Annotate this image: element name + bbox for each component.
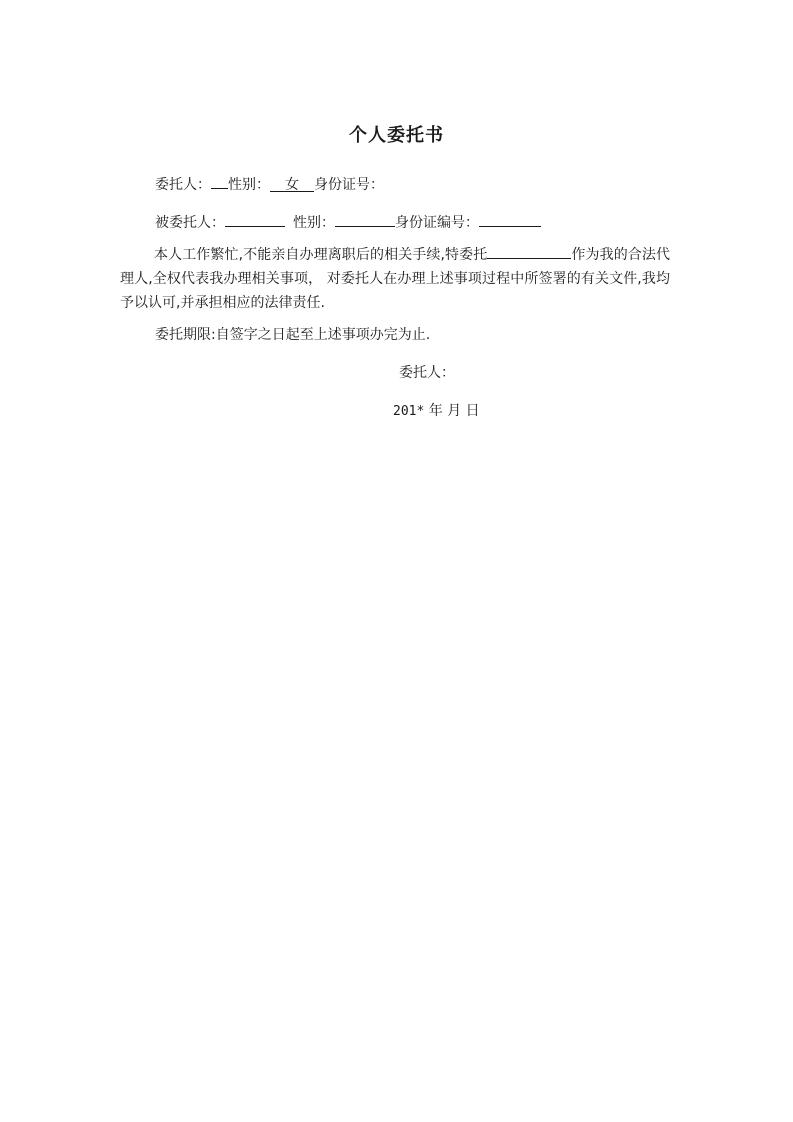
date-year-unit: 年	[428, 403, 443, 419]
gender-label: 性别：	[228, 177, 270, 193]
document-title: 个人委托书	[349, 125, 444, 146]
agent-gender-label: 性别：	[293, 215, 335, 231]
authorization-paragraph	[120, 243, 670, 315]
id-label: 身份证号：	[314, 177, 384, 193]
agent-gender-blank	[335, 210, 395, 227]
date-year: 201*	[393, 404, 425, 419]
agent-id-label: 身份证编号：	[395, 215, 479, 231]
principal-name-blank	[211, 172, 228, 189]
date-month-unit: 月	[447, 403, 462, 419]
signature-label: 委托人：	[399, 365, 455, 381]
principal-line	[155, 172, 384, 195]
date-line	[393, 401, 480, 422]
authorization-text-1: 本人工作繁忙,不能亲自办理离职后的相关手续,特委托	[154, 247, 488, 263]
term-line: 委托期限:自签字之日起至上述事项办完为止.	[155, 327, 431, 343]
agent-label: 被委托人：	[155, 215, 225, 231]
authorization-text-2: 作为我的合法代理人,全权代表我办理相关事项， 对委托人在办理上述事项过程中所签署的有关文件,我均予以认可,并承担相应的法律责任.	[120, 247, 671, 311]
agent-name-blank	[225, 210, 285, 227]
date-day-unit: 日	[465, 403, 480, 419]
agent-blank	[487, 244, 571, 259]
agent-line	[155, 210, 541, 233]
agent-id-blank	[479, 210, 541, 227]
principal-label: 委托人：	[155, 177, 211, 193]
gender-value: 女	[270, 175, 314, 192]
